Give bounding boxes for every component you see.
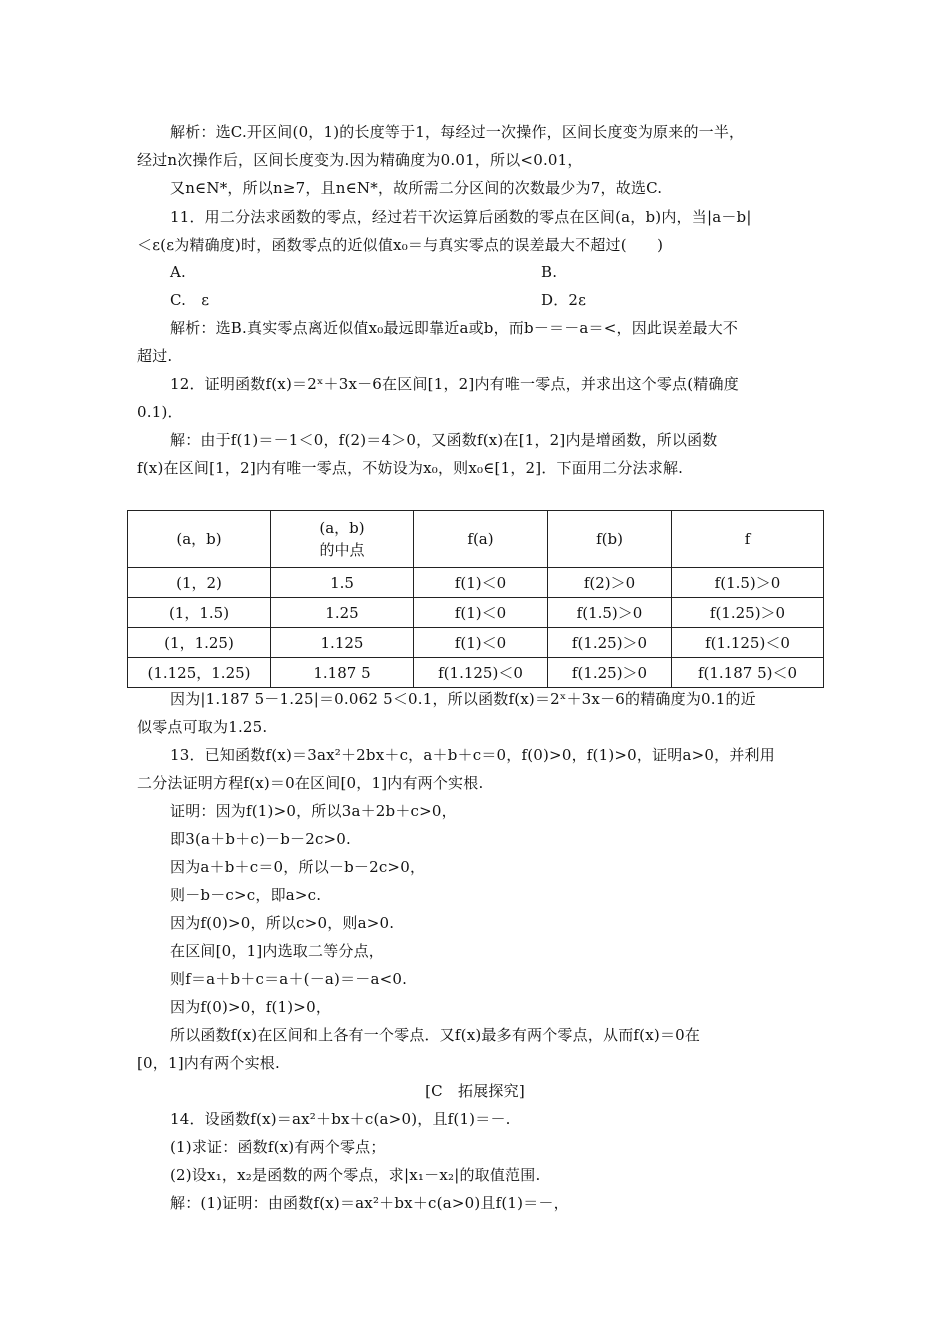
text-line: 0.1)． [137,403,183,421]
table-cell: 1.125 [271,628,414,658]
text-line: 解：由于f(1)＝－1＜0，f(2)＝4＞0，又函数f(x)在[1，2]内是增函数，所以函数 [170,431,718,449]
text-line: 解析：选B.真实零点离近似值x₀最远即靠近a或b，而b－＝－a＝<，因此误差最大不 [170,319,739,337]
option-b: B. [541,263,558,281]
text-line: 所以函数f(x)在区间和上各有一个零点．又f(x)最多有两个零点，从而f(x)＝0在 [170,1026,701,1044]
option-c: C. ε [170,291,210,309]
text-line: 则f＝a＋b＋c＝a＋(－a)＝－a<0. [170,970,408,988]
table-cell: f(1)＜0 [414,568,548,598]
table-cell: 1.25 [271,598,414,628]
bisection-table [127,510,824,688]
option-row [0,258,950,286]
text-line: 在区间[0，1]内选取二等分点， [170,942,384,960]
text-line: 又n∈N*，所以n≥7，且n∈N*，故所需二分区间的次数最少为7，故选C. [170,179,663,197]
table-cell: f(1.25)＞0 [548,628,672,658]
table-cell: f(1.5)＞0 [548,598,672,628]
option-row [0,286,950,314]
table-cell: (1，2) [128,568,271,598]
question-13: 13．已知函数f(x)＝3ax²＋2bx＋c，a＋b＋c＝0，f(0)>0，f(1)>0，证明a>0，并利用 [170,746,775,764]
table-cell: f(1.5)＞0 [672,568,824,598]
text-line: 解析：选C.开区间(0，1)的长度等于1，每经过一次操作，区间长度变为原来的一半， [170,123,745,141]
text-line: 证明：因为f(1)>0，所以3a＋2b＋c>0， [170,802,457,820]
question-11: 11．用二分法求函数的零点，经过若干次运算后函数的零点在区间(a，b)内，当|a－b| [170,208,752,226]
text-line: 解：(1)证明：由函数f(x)＝ax²＋bx＋c(a>0)且f(1)＝－， [170,1194,569,1212]
question-14: 14．设函数f(x)＝ax²＋bx＋c(a>0)，且f(1)＝－. [170,1110,511,1128]
option-d: D．2ε [541,291,587,309]
table-cell: (1，1.25) [128,628,271,658]
table-cell: f(1.25)＞0 [548,658,672,688]
table-cell: f(1)＜0 [414,628,548,658]
text-line: 二分法证明方程f(x)＝0在区间[0，1]内有两个实根. [137,774,484,792]
text-line: ＜ε(ε为精确度)时，函数零点的近似值x₀＝与真实零点的误差最大不超过( ) [137,236,664,254]
header-fmid: f [672,511,824,568]
header-fb: f(b) [548,511,672,568]
text-line: 则－b－c>c，即a>c. [170,886,322,904]
text-line: f(x)在区间[1，2]内有唯一零点，不妨设为x₀，则x₀∈[1，2]．下面用二分法求解. [137,459,684,477]
table-row [128,628,824,658]
table-cell: f(1)＜0 [414,598,548,628]
text-line: 似零点可取为1.25. [137,718,268,736]
question-12: 12．证明函数f(x)＝2ˣ＋3x－6在区间[1，2]内有唯一零点，并求出这个零点(精确度 [170,375,739,393]
text-line: (1)求证：函数f(x)有两个零点； [170,1138,386,1156]
text-line: [0，1]内有两个实根. [137,1054,280,1072]
text-line: 因为|1.187 5－1.25|＝0.062 5＜0.1，所以函数f(x)＝2ˣ＋3x－6的精确度为0.1的近 [170,690,756,708]
table-cell: (1.125，1.25) [128,658,271,688]
header-interval: (a，b) [128,511,271,568]
text-line: 因为f(0)>0，f(1)>0， [170,998,332,1016]
header-midpoint: (a，b) 的中点 [271,511,414,568]
table-cell: f(2)＞0 [548,568,672,598]
table-cell: f(1.125)＜0 [414,658,548,688]
table-cell: f(1.125)＜0 [672,628,824,658]
text-line: (2)设x₁，x₂是函数的两个零点，求|x₁－x₂|的取值范围. [170,1166,541,1184]
table-cell: 1.5 [271,568,414,598]
table-cell: f(1.25)＞0 [672,598,824,628]
table-cell: f(1.187 5)＜0 [672,658,824,688]
text-line: 经过n次操作后，区间长度变为.因为精确度为0.01，所以<0.01， [137,151,583,169]
table-row [128,658,824,688]
text-line: 即3(a＋b＋c)－b－2c>0. [170,830,352,848]
option-a: A. [170,263,187,281]
table-cell: 1.187 5 [271,658,414,688]
section-heading: [C 拓展探究] [425,1082,525,1100]
table-cell: (1，1.5) [128,598,271,628]
table-row [128,568,824,598]
text-line: 因为f(0)>0，所以c>0，则a>0. [170,914,395,932]
header-fa: f(a) [414,511,548,568]
table-header-row [128,511,824,568]
text-line: 因为a＋b＋c＝0，所以－b－2c>0， [170,858,426,876]
text-line: 超过. [137,347,173,365]
table-row [128,598,824,628]
